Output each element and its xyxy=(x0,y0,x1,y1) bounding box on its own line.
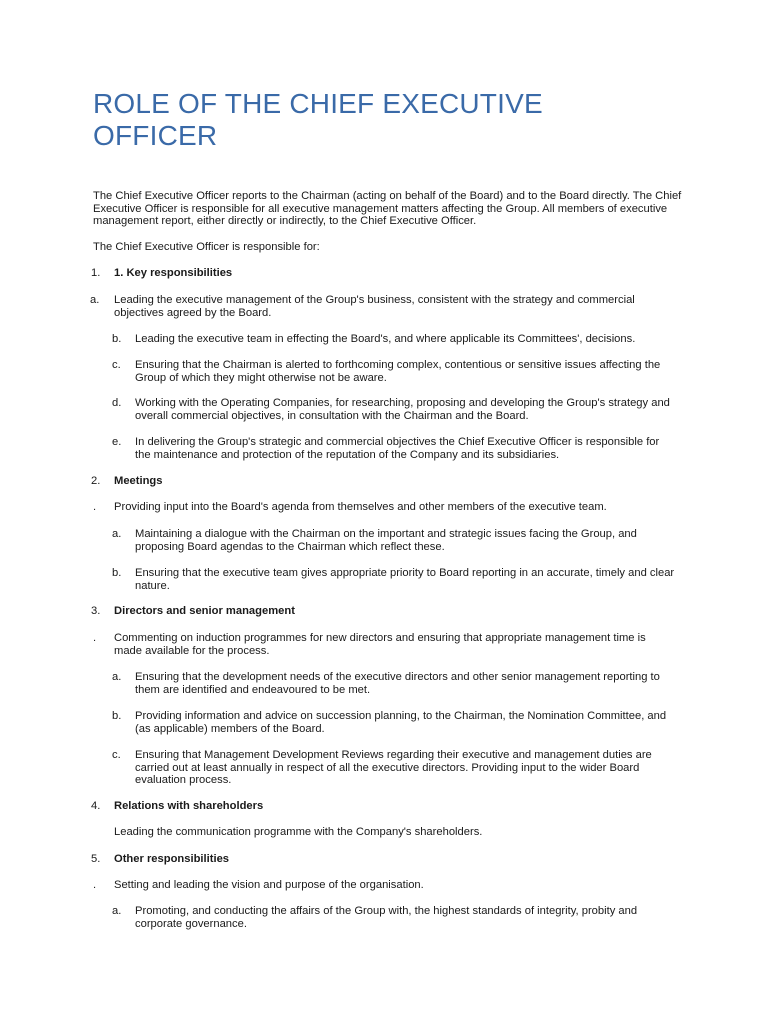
section-heading: Other responsibilities xyxy=(114,853,230,865)
section-number: 3. xyxy=(91,605,101,617)
list-item: Commenting on induction programmes for new directors and ensuring that appropriate management time is made available for the process. xyxy=(114,632,646,657)
list-item: Providing information and advice on succession planning, to the Chairman, the Nomination Committee, and (as applicable) members of the Board. xyxy=(135,710,667,735)
list-marker: a. xyxy=(112,528,122,540)
list-marker: a. xyxy=(90,294,100,306)
list-marker: b. xyxy=(112,710,122,722)
list-item: In delivering the Group's strategic and commercial objectives the Chief Executive Officer is responsible for the maintenance and protection of the reputation of the Company and its subsidiaries. xyxy=(135,436,660,461)
list-item: Promoting, and conducting the affairs of the Group with, the highest standards of integrity, probity and corporate governance. xyxy=(135,905,638,930)
list-marker: c. xyxy=(112,749,121,761)
section-number: 2. xyxy=(91,475,101,487)
section-heading: Relations with shareholders xyxy=(114,800,264,812)
list-marker: b. xyxy=(112,567,122,579)
intro-paragraph: The Chief Executive Officer reports to the Chairman (acting on behalf of the Board) and to the Board directly. The Chief Executive Officer is responsible for all executive management matters affecting the Group. All members of executive management report, either directly or indirectly, to the Chief Executive Officer. xyxy=(93,190,682,228)
responsible-for-text: The Chief Executive Officer is responsible for: xyxy=(93,241,320,253)
section-number: 5. xyxy=(91,853,101,865)
list-item: Maintaining a dialogue with the Chairman on the important and strategic issues facing the Group, and proposing Board agendas to the Chairman which reflect these. xyxy=(135,528,637,553)
list-marker: a. xyxy=(112,905,122,917)
list-marker: a. xyxy=(112,671,122,683)
list-marker: . xyxy=(93,501,97,513)
list-marker: . xyxy=(93,632,97,644)
list-marker: e. xyxy=(112,436,122,448)
list-item: Setting and leading the vision and purpose of the organisation. xyxy=(114,879,424,891)
section-heading: 1. Key responsibilities xyxy=(114,267,233,279)
section-number: 1. xyxy=(91,267,101,279)
section-heading: Directors and senior management xyxy=(114,605,295,617)
list-marker: b. xyxy=(112,333,122,345)
list-item: Leading the executive team in effecting the Board's, and where applicable its Committees', decisions. xyxy=(135,333,636,345)
list-item: Leading the communication programme with the Company's shareholders. xyxy=(114,826,483,838)
list-item: Leading the executive management of the Group's business, consistent with the strategy and commercial objectives agreed by the Board. xyxy=(114,294,635,319)
list-marker: . xyxy=(93,879,97,891)
section-heading: Meetings xyxy=(114,475,163,487)
list-item: Ensuring that Management Development Reviews regarding their executive and management duties are carried out at least annually in respect of all the executive directors. Providing input to the wider Board evaluation process. xyxy=(135,749,652,787)
list-item: Ensuring that the Chairman is alerted to forthcoming complex, contentious or sensitive issues affecting the Group of which they might otherwise not be aware. xyxy=(135,359,661,384)
list-item: Providing input into the Board's agenda from themselves and other members of the executive team. xyxy=(114,501,607,513)
section-number: 4. xyxy=(91,800,101,812)
list-item: Working with the Operating Companies, for researching, proposing and developing the Group's strategy and overall commercial objectives, in consultation with the Chairman and the Board. xyxy=(135,397,670,422)
list-item: Ensuring that the development needs of the executive directors and other senior management reporting to them are identified and endeavoured to be met. xyxy=(135,671,660,696)
page-title: ROLE OF THE CHIEF EXECUTIVE OFFICER xyxy=(93,88,543,151)
list-marker: d. xyxy=(112,397,122,409)
list-marker: c. xyxy=(112,359,121,371)
list-item: Ensuring that the executive team gives appropriate priority to Board reporting in an accurate, timely and clear nature. xyxy=(135,567,675,592)
